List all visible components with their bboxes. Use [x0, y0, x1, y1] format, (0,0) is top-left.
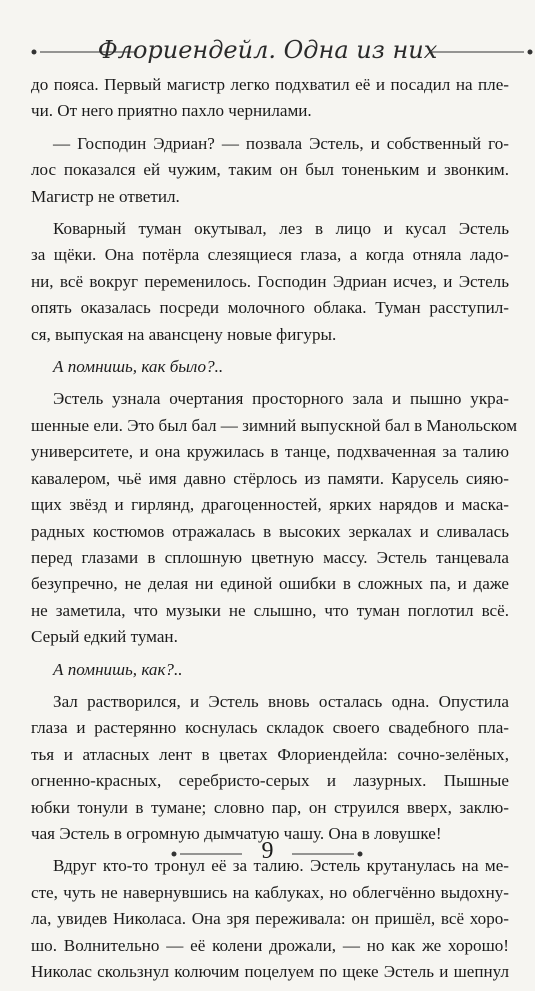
page-number: 9 [261, 838, 274, 864]
paragraph [31, 216, 509, 348]
text-line: Серый едкий туман. [31, 627, 178, 647]
text-line: Коварный туман окутывал, лез в лицо и кусал Эстель [53, 219, 509, 239]
text-line: Магистр не ответил. [31, 186, 180, 206]
text-line: чая Эстель в огромную дымчатую чашу. Она в ловушке! [31, 823, 442, 843]
text-line: щих звёзд и гирлянд, драгоценностей, ярких нарядов и маска- [31, 495, 509, 515]
text-line: до пояса. Первый магистр легко подхватил её и посадил на пле- [31, 75, 509, 94]
paragraph-italic [31, 657, 509, 683]
text-line: Вдруг кто-то тронул её за талию. Эстель крутанулась на ме- [53, 856, 509, 876]
text-line: безупречно, не делая ни единой ошибки в сложных па, и даже [31, 574, 509, 594]
text-line: тья и атласных лент в цветах Флориендейла: сочно-зелёных, [31, 744, 509, 764]
paragraph [31, 72, 509, 125]
text-line: глаза и растерянно коснулась складок своего свадебного пла- [31, 718, 509, 738]
text-line: сте, чуть не навернувшись на каблуках, но облегчённо выдохну- [31, 882, 509, 902]
text-line: шенные ели. Это был бал — зимний выпускной бал в Манольском [31, 415, 518, 435]
text-line: университете, и она кружилась в танце, подхваченная за талию [31, 442, 509, 462]
text-line: кавалером, чьё имя давно стёрлось из памяти. Карусель сияю- [31, 468, 509, 488]
text-line: за щёки. Она потёрла слезящиеся глаза, а когда отняла ладо- [31, 245, 509, 265]
paragraph-dialogue [31, 131, 509, 210]
text-line: А помнишь, как было?.. [53, 357, 224, 377]
paragraph [31, 689, 509, 847]
paragraph [31, 386, 518, 650]
text-line: не заметила, что музыки не слышно, что туман поглотил всё. [31, 600, 509, 620]
text-line: лос показался ей чужим, таким он был тоненьким и звонким. [31, 160, 509, 180]
text-line: — Господин Эдриан? — позвала Эстель, и собственный го- [53, 133, 509, 153]
text-line: Эстель узнала очертания просторного зала и пышно укра- [53, 389, 509, 409]
text-line: опять оказалась посреди молочного облака. Туман расступил- [31, 298, 509, 318]
text-line: огненно-красных, серебристо-серых и лазурных. Пышные [31, 771, 509, 791]
running-header [0, 30, 535, 70]
paragraph-italic [31, 354, 509, 380]
text-line: шо. Волнительно — её колени дрожали, — но как же хорошо! [31, 935, 509, 955]
text-line: ся, выпуская на авансцену новые фигуры. [31, 324, 337, 344]
text-line: Зал растворился, и Эстель вновь осталась одна. Опустила [53, 691, 509, 711]
text-line: чи. От него приятно пахло чернилами. [31, 101, 312, 121]
text-line: перед глазами в сплошную цветную массу. Эстель танцевала [31, 547, 509, 567]
text-line: Николас скользнул колючим поцелуем по щеке Эстель и шепнул [31, 962, 509, 981]
header-title: Флориендейл. Одна из них [97, 36, 438, 64]
text-line: ни, всё вокруг переменилось. Господин Эдриан исчез, и Эстель [31, 271, 509, 291]
text-line: ла, увидев Николаса. Она зря переживала: он пришёл, всё хоро- [31, 909, 509, 929]
footer-right-ornament [292, 850, 364, 858]
page-footer [0, 838, 535, 878]
header-right-ornament [430, 48, 535, 56]
text-line: радных костюмов отражалась в высоких зеркалах и сливалась [31, 521, 509, 541]
text-line: А помнишь, как?.. [53, 659, 183, 679]
text-line: юбки тонули в тумане; словно пар, он струился вверх, заклю- [31, 797, 509, 817]
